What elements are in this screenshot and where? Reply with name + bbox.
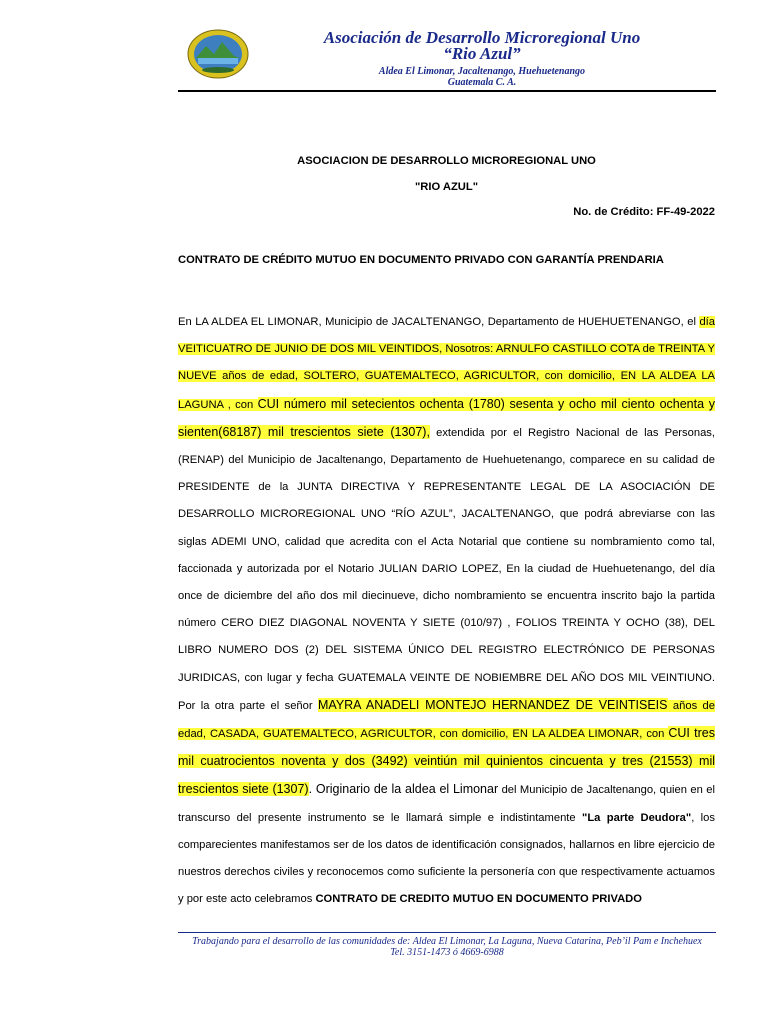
document-body (178, 155, 715, 913)
contract-type: CONTRATO DE CREDITO MUTUO EN DOCUMENTO PRIVADO (315, 893, 642, 906)
text-run: , los comparecientes manifestamos ser de los datos de identificación consignados, hallarnos en libre ejercicio de nuestros derechos civiles y reconocemos como suficiente la personería con que respectivamente actuamos y por este acto celebramos (178, 811, 715, 906)
org-name-line2: “Rio Azul” (443, 44, 521, 63)
credit-number: No. de Crédito: FF-49-2022 (573, 206, 715, 218)
footer (178, 932, 716, 958)
highlight-cui-president: CUI número mil setecientos ochenta (1780) sesenta y ocho mil ciento ochenta y sienten(68187) mil trescientos siete (1307), (178, 396, 716, 439)
heading-rio-azul: "RIO AZUL" (414, 181, 479, 193)
heading-association: ASOCIACION DE DESARROLLO MICROREGIONAL UNO (297, 155, 596, 167)
footer-communities: Trabajando para el desarrollo de las comunidades de: Aldea El Limonar, La Laguna, Nueva Catarina, Peb’il Pam e Inchehuex (192, 936, 702, 947)
org-name-line1: Asociación de Desarrollo Microregional Uno (323, 28, 641, 47)
highlight-debtor-details: años de edad, CASADA, GUATEMALTECO, AGRICULTOR, con domicilio, EN LA ALDEA LIMONAR, con (178, 699, 716, 741)
text-run: . Originario de la aldea el Limonar (308, 782, 499, 797)
org-address (248, 66, 716, 88)
association-logo-icon (186, 28, 250, 80)
contract-paragraph (178, 309, 715, 913)
org-address-line1: Aldea El Limonar, Jacaltenango, Huehuetenango (378, 66, 586, 77)
debtor-term: "La parte Deudora" (582, 811, 692, 824)
text-run: extendida por el Registro Nacional de las Personas, (RENAP) del Municipio de Jacaltenango, Departamento de Huehuetenango, comparece en su calidad de PRESIDENTE de la JUNTA DIRECTIVA Y REPRESENTANTE LEGAL DE LA ASOCIACIÓN DE DESARROLLO MICROREGIONAL UNO “RÍO AZUL”, JACALTENANGO, que podrá abreviarse con las siglas ADEMI UNO, calidad que acredita con el Acta Notarial que contiene su nombramiento como tal, faccionada y autorizada por el Notario JULIAN DARIO LOPEZ, En la ciudad de Huehuetenango, del día once de diciembre del año dos mil diecinueve, dicho nombramiento se encuentra inscrito bajo la partida número CERO DIEZ DIAGONAL NOVENTA Y SIETE (010/97) , FOLIOS TREINTA Y OCHO (38), DEL LIBRO NUMERO DOS (2) DEL SISTEMA ÚNICO DEL REGISTRO ELECTRÓNICO DE PERSONAS JURIDICAS, con lugar y fecha GUATEMALA VEINTE DE NOBIEMBRE DEL AÑO DOS MIL VEINTIUNO. Por la otra parte el señor (178, 426, 715, 712)
contract-title: CONTRATO DE CRÉDITO MUTUO EN DOCUMENTO PRIVADO CON GARANTÍA PRENDARIA (178, 254, 664, 266)
highlight-cui-debtor: CUI tres mil cuatrocientos noventa y dos (3492) veintiún mil quinientos cincuenta y tres (21553) mil trescientos siete (1307) (178, 726, 715, 797)
org-address-line2: Guatemala C. A. (447, 77, 517, 88)
highlight-borrower-date: día VEITICUATRO DE JUNIO DE DOS MIL VEINTIDOS, Nosotros: ARNULFO CASTILLO COTA de TREINTA Y NUEVE años de edad, SOLTERO, GUATEMALTECO, AGRICULTOR, con domicilio, EN LA ALDEA LA LAGUNA , con (178, 316, 715, 411)
org-name (248, 30, 716, 62)
letterhead (178, 26, 716, 92)
text-run: del Municipio de Jacaltenango, quien en el transcurso del presente instrumento se le llamará simple e indistintamente (178, 784, 715, 824)
highlight-debtor-name: MAYRA ANADELI MONTEJO HERNANDEZ DE VEINTISEIS (318, 697, 668, 712)
footer-phone: Tel. 3151-1473 ó 4669-6988 (390, 947, 504, 958)
text-run: En LA ALDEA EL LIMONAR, Municipio de JACALTENANGO, Departamento de HUEHUETENANGO, el (178, 316, 700, 328)
